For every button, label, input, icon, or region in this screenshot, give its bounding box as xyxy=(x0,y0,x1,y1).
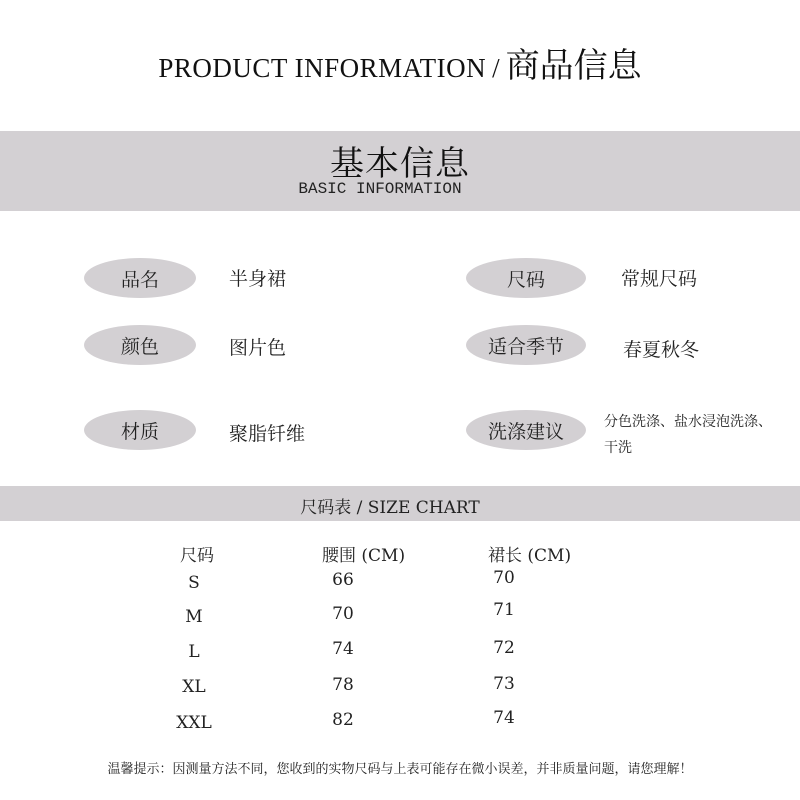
table-cell-size: XXL xyxy=(176,713,212,733)
value-washing-line2: 干洗 xyxy=(604,440,632,456)
label-pill-season: 适合季节 xyxy=(466,325,586,365)
label-pill-color: 颜色 xyxy=(84,325,196,365)
title-separator: / xyxy=(492,53,500,83)
title-chinese: 商品信息 xyxy=(505,46,642,86)
value-material: 聚脂钎维 xyxy=(229,423,306,445)
table-cell-length: 74 xyxy=(493,708,515,728)
footer-note: 温馨提示：因测量方法不同，您收到的实物尺码与上表可能存在微小误差，并非质量问题，请您理解！ xyxy=(107,762,693,777)
size-chart-header-length: 裙长 (CM) xyxy=(488,546,572,566)
label-pill-material: 材质 xyxy=(84,410,196,450)
table-cell-waist: 74 xyxy=(332,639,354,659)
size-chart-header-waist: 腰围 (CM) xyxy=(322,546,406,566)
value-size: 常规尺码 xyxy=(621,268,698,290)
table-cell-waist: 66 xyxy=(332,570,354,590)
table-cell-waist: 78 xyxy=(332,675,354,695)
size-chart-header-size: 尺码 xyxy=(180,546,214,566)
table-cell-length: 71 xyxy=(493,600,515,620)
value-color: 图片色 xyxy=(229,337,287,359)
value-season: 春夏秋冬 xyxy=(623,339,700,361)
table-cell-size: M xyxy=(185,607,203,627)
value-product-name: 半身裙 xyxy=(229,268,287,290)
table-cell-length: 73 xyxy=(493,674,515,694)
table-cell-length: 70 xyxy=(493,568,515,588)
title-english: PRODUCT INFORMATION xyxy=(158,53,487,83)
label-pill-product-name: 品名 xyxy=(84,258,196,298)
size-chart-title: 尺码表 / SIZE CHART xyxy=(300,498,480,518)
value-washing-line1: 分色洗涤、盐水浸泡洗涤、 xyxy=(604,414,772,430)
page-title xyxy=(0,38,800,87)
table-cell-size: S xyxy=(188,573,200,593)
table-cell-waist: 70 xyxy=(332,604,354,624)
basic-info-title-zh: 基本信息 xyxy=(330,144,470,184)
table-cell-waist: 82 xyxy=(332,710,354,730)
label-pill-washing: 洗涤建议 xyxy=(466,410,586,450)
value-washing xyxy=(604,409,794,461)
table-cell-size: L xyxy=(188,642,200,662)
basic-info-title-en: BASIC INFORMATION xyxy=(298,180,462,198)
label-pill-size: 尺码 xyxy=(466,258,586,298)
table-cell-size: XL xyxy=(182,677,206,697)
table-cell-length: 72 xyxy=(493,638,515,658)
